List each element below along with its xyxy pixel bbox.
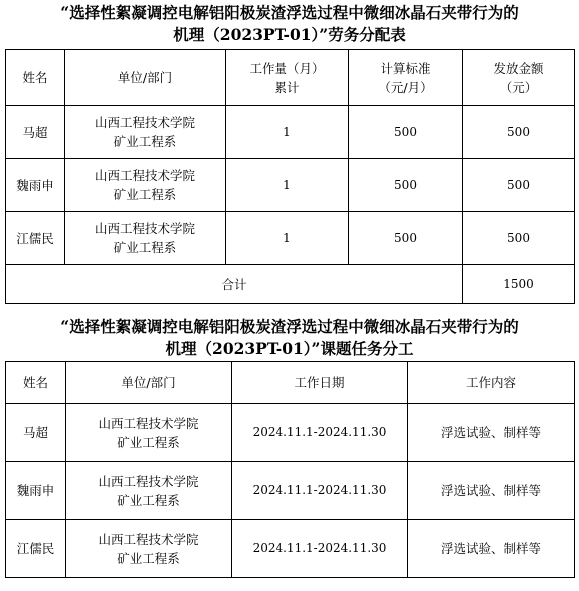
cell-name: 魏雨申 [6,159,65,212]
header-content: 工作内容 [408,362,575,404]
cell-content: 浮选试验、制样等 [408,520,575,578]
cell-months: 1 [226,159,349,212]
header-amount-line1: 发放金额 [493,60,544,76]
cell-unit-line1: 山西工程技术学院 [94,221,195,236]
cell-date: 2024.11.1-2024.11.30 [232,404,408,462]
cell-unit-line1: 山西工程技术学院 [98,473,199,489]
labor-distribution-table [5,49,575,304]
header-workload-line1: 工作量（月） [249,60,325,76]
table-row [6,106,575,159]
cell-months: 1 [226,106,349,159]
header-unit: 单位/部门 [65,50,226,106]
header-rate-line2: （元/月） [378,79,433,95]
cell-months: 1 [226,212,349,265]
cell-unit [65,106,226,159]
header-workload [226,50,349,106]
cell-date: 2024.11.1-2024.11.30 [232,462,408,520]
cell-rate: 500 [349,212,463,265]
task-table-title [0,316,579,360]
cell-unit-line1: 山西工程技术学院 [94,115,195,130]
cell-name: 魏雨申 [6,462,66,520]
cell-unit [65,159,226,212]
table-row [6,520,575,578]
header-name: 姓名 [6,50,65,106]
cell-rate: 500 [349,159,463,212]
labor-table-title-line2: 机理（2023PT-01）”劳务分配表 [173,25,406,44]
cell-amount: 500 [463,106,575,159]
cell-amount: 500 [463,212,575,265]
task-table-title-line2: 机理（2023PT-01）”课题任务分工 [165,339,414,358]
cell-unit-line2: 矿业工程系 [117,492,180,508]
table-header-row [6,50,575,106]
table-row [6,404,575,462]
labor-table-title-line1: “选择性絮凝调控电解铝阳极炭渣浮选过程中微细冰晶石夹带行为的 [60,3,519,22]
table-row [6,462,575,520]
table-header-row [6,362,575,404]
header-amount [463,50,575,106]
cell-amount: 500 [463,159,575,212]
cell-content: 浮选试验、制样等 [408,404,575,462]
header-workload-line2: 累计 [274,79,300,95]
cell-unit-line1: 山西工程技术学院 [98,531,199,547]
cell-rate: 500 [349,106,463,159]
task-division-table [5,361,575,578]
header-unit: 单位/部门 [66,362,232,404]
cell-unit [66,404,232,462]
cell-unit-line1: 山西工程技术学院 [94,168,195,183]
header-rate-line1: 计算标准 [380,60,431,76]
table-row [6,212,575,265]
cell-unit-line1: 山西工程技术学院 [98,415,199,431]
cell-date: 2024.11.1-2024.11.30 [232,520,408,578]
header-name: 姓名 [6,362,66,404]
cell-unit [65,212,226,265]
header-amount-line2: （元） [499,79,538,95]
cell-unit-line2: 矿业工程系 [113,240,177,255]
cell-name: 马超 [6,106,65,159]
cell-name: 马超 [6,404,66,462]
cell-unit [66,462,232,520]
cell-content: 浮选试验、制样等 [408,462,575,520]
cell-unit-line2: 矿业工程系 [113,187,177,202]
total-value: 1500 [463,265,575,304]
cell-unit-line2: 矿业工程系 [113,134,177,149]
table-row [6,159,575,212]
cell-name: 江儒民 [6,520,66,578]
header-rate [349,50,463,106]
cell-name: 江儒民 [6,212,65,265]
cell-unit-line2: 矿业工程系 [117,434,180,450]
labor-table-title [0,2,579,46]
header-date: 工作日期 [232,362,408,404]
task-table-title-line1: “选择性絮凝调控电解铝阳极炭渣浮选过程中微细冰晶石夹带行为的 [60,317,519,336]
total-row [6,265,575,304]
cell-unit [66,520,232,578]
cell-unit-line2: 矿业工程系 [117,550,180,566]
total-label: 合计 [6,265,463,304]
